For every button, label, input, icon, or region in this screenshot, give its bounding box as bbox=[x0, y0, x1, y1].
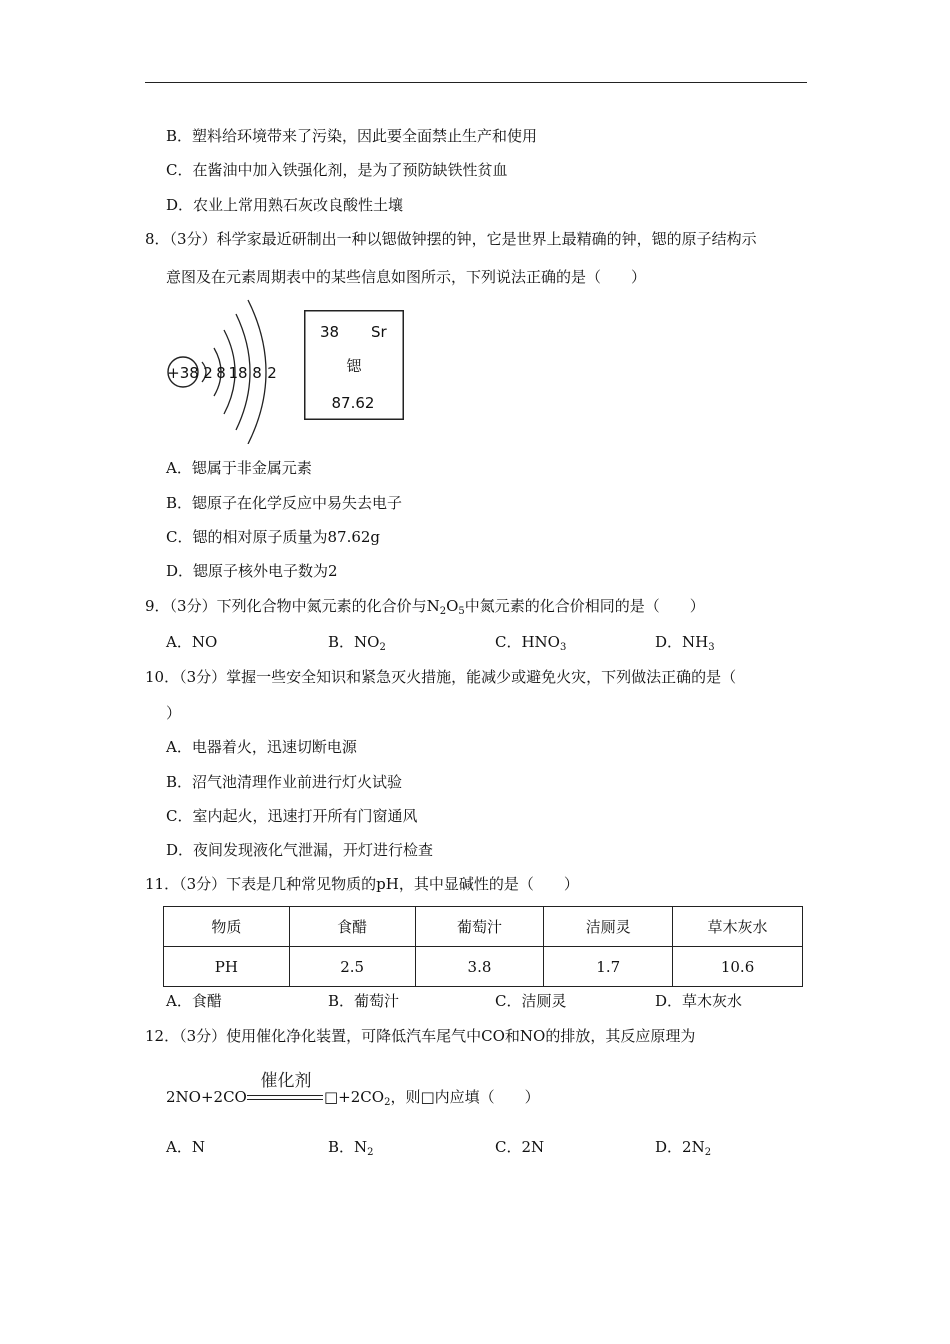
atomic-mass: 87.62 bbox=[331, 394, 375, 412]
strontium-atom-diagram bbox=[160, 296, 285, 444]
periodic-table-cell bbox=[304, 310, 404, 420]
shell-3-count: 18 bbox=[228, 364, 248, 382]
q12-equation-left: 2NO+2CO bbox=[166, 1088, 247, 1106]
q12-option-c[interactable]: C．2N bbox=[495, 1138, 545, 1156]
q8-option-a[interactable]: A．锶属于非金属元素 bbox=[166, 459, 312, 477]
table-header-cell: 草木灰水 bbox=[673, 907, 803, 947]
q12-options bbox=[166, 1137, 786, 1157]
q8-option-d[interactable]: D．锶原子核外电子数为2 bbox=[166, 562, 338, 580]
table-cell: PH bbox=[164, 947, 290, 987]
table-cell: 3.8 bbox=[415, 947, 544, 987]
q11-option-a[interactable]: A．食醋 bbox=[166, 992, 222, 1010]
table-cell: 1.7 bbox=[544, 947, 673, 987]
table-cell: 2.5 bbox=[289, 947, 415, 987]
q7-option-b[interactable]: B．塑料给环境带来了污染，因此要全面禁止生产和使用 bbox=[166, 127, 538, 145]
q10-option-d[interactable]: D．夜间发现液化气泄漏，开灯进行检查 bbox=[166, 841, 434, 859]
shell-2-count: 8 bbox=[216, 364, 226, 382]
q12-option-a[interactable]: A．N bbox=[166, 1138, 205, 1156]
table-cell: 10.6 bbox=[673, 947, 803, 987]
q9-option-d[interactable]: D．$NH_3$ bbox=[655, 633, 715, 653]
header-rule bbox=[145, 82, 807, 83]
catalyst-arrow bbox=[247, 1070, 323, 1106]
q7-option-d[interactable]: D．农业上常用熟石灰改良酸性土壤 bbox=[166, 196, 404, 214]
table-header-cell: 葡萄汁 bbox=[415, 907, 544, 947]
q12-stem: 12．（3分）使用催化净化装置，可降低汽车尾气中CO和NO的排放，其反应原理为 bbox=[145, 1027, 696, 1045]
q7-option-c[interactable]: C．在酱油中加入铁强化剂，是为了预防缺铁性贫血 bbox=[166, 161, 508, 179]
nucleus-charge: +38 bbox=[167, 364, 199, 382]
q10-stem-line2: ） bbox=[166, 704, 182, 722]
shell-5-count: 2 bbox=[267, 364, 277, 382]
shell-1-count: 2 bbox=[203, 364, 213, 382]
q11-option-c[interactable]: C．洁厕灵 bbox=[495, 992, 567, 1010]
atomic-number: 38 bbox=[320, 323, 340, 341]
q9-stem: 9．（3分）下列化合物中氮元素的化合价与$N_2O_5$中氮元素的化合价相同的是（ ） bbox=[145, 597, 705, 617]
table-header-cell: 物质 bbox=[164, 907, 290, 947]
q9-option-a[interactable]: A．NO bbox=[166, 633, 218, 651]
q10-option-b[interactable]: B．沼气池清理作业前进行灯火试验 bbox=[166, 773, 403, 791]
q11-stem: 11．（3分）下表是几种常见物质的pH，其中显碱性的是（ ） bbox=[145, 875, 579, 893]
q8-stem-line1: 8．（3分）科学家最近研制出一种以锶做钟摆的钟，它是世界上最精确的钟，锶的原子结构示 bbox=[145, 230, 757, 248]
q10-option-c[interactable]: C．室内起火，迅速打开所有门窗通风 bbox=[166, 807, 418, 825]
q11-options bbox=[166, 991, 786, 1011]
ph-table bbox=[163, 906, 803, 987]
q12-equation-right: $□+2CO_2$，则□内应填（ ） bbox=[324, 1088, 540, 1108]
q8-option-c[interactable]: C．锶的相对原子质量为87.62g bbox=[166, 528, 381, 546]
q11-option-d[interactable]: D．草木灰水 bbox=[655, 992, 743, 1010]
table-row bbox=[164, 947, 803, 987]
q9-options bbox=[166, 632, 786, 652]
table-header-cell: 食醋 bbox=[289, 907, 415, 947]
q8-option-b[interactable]: B．锶原子在化学反应中易失去电子 bbox=[166, 494, 403, 512]
q8-stem-line2: 意图及在元素周期表中的某些信息如图所示，下列说法正确的是（ ） bbox=[166, 268, 647, 286]
q12-option-d[interactable]: D．$2N_2$ bbox=[655, 1138, 712, 1158]
catalyst-label: 催化剂 bbox=[260, 1071, 312, 1091]
q12-option-b[interactable]: B．$N_2$ bbox=[328, 1138, 374, 1158]
q10-stem-line1: 10．（3分）掌握一些安全知识和紧急灭火措施，能减少或避免火灾，下列做法正确的是（ bbox=[145, 668, 737, 686]
table-row bbox=[164, 907, 803, 947]
q10-option-a[interactable]: A．电器着火，迅速切断电源 bbox=[166, 738, 357, 756]
q9-option-b[interactable]: B．$NO_2$ bbox=[328, 633, 386, 653]
q11-option-b[interactable]: B．葡萄汁 bbox=[328, 992, 400, 1010]
element-name: 锶 bbox=[346, 357, 362, 375]
shell-4-count: 8 bbox=[252, 364, 262, 382]
q9-option-c[interactable]: C．$HNO_3$ bbox=[495, 633, 567, 653]
element-symbol: Sr bbox=[371, 323, 387, 341]
table-header-cell: 洁厕灵 bbox=[544, 907, 673, 947]
